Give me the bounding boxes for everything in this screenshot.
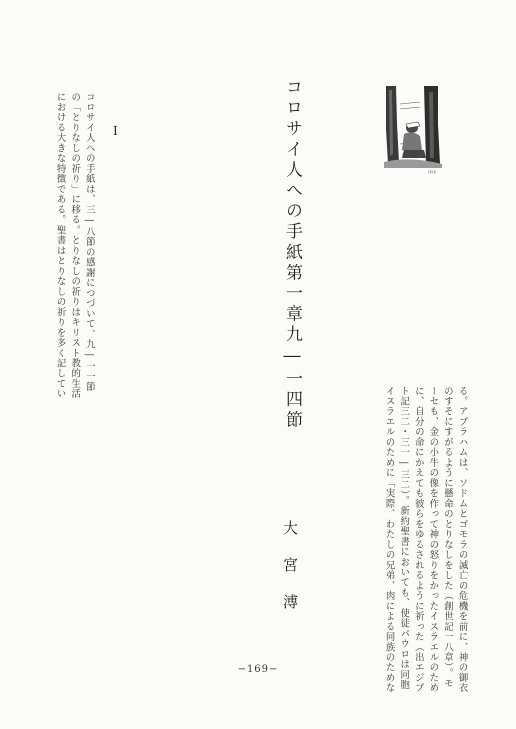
text-line: に、自分の命にかえても彼らをゆるされるように祈った（出エジプ bbox=[412, 386, 424, 694]
text-line: る。アブラハムは、ソドムとゴモラの滅亡の危機を前に、神の御衣 bbox=[456, 386, 468, 694]
woodcut-illustration bbox=[380, 84, 446, 174]
text-line: のすそにすがるように懸命のとりなしをした（創世記一八章）。モ bbox=[441, 386, 453, 689]
section-number: I bbox=[113, 124, 118, 138]
body-paragraph bbox=[381, 386, 469, 694]
author-name: 大宮溥 bbox=[281, 520, 299, 631]
intro-paragraph bbox=[52, 92, 96, 400]
text-line: コロサイ人への手紙は、三―八節の感謝につづいて、九―一一節 bbox=[83, 92, 95, 393]
text-line: ト記三二・三一―三二）。新約聖書においても、使徒パウロは同胞 bbox=[398, 386, 410, 691]
text-line: ーセも、金の小牛の像を作って神の怒りをかったイスラエルのため bbox=[427, 386, 439, 694]
page-number: −169− bbox=[237, 664, 279, 675]
article-title: コロサイ人への手紙第一章九―一四節 bbox=[282, 78, 302, 432]
illustration-caption: ほほ bbox=[428, 169, 436, 174]
text-line: における大きな特徴である。聖書はとりなしの祈りを多く記してい bbox=[54, 92, 66, 400]
text-line: の「とりなしの祈り」に移る。とりなしの祈りはキリスト教的生活 bbox=[69, 92, 81, 400]
text-line: イスラエルのために「実際、わたしの兄弟、肉による同族のためな bbox=[383, 386, 395, 694]
